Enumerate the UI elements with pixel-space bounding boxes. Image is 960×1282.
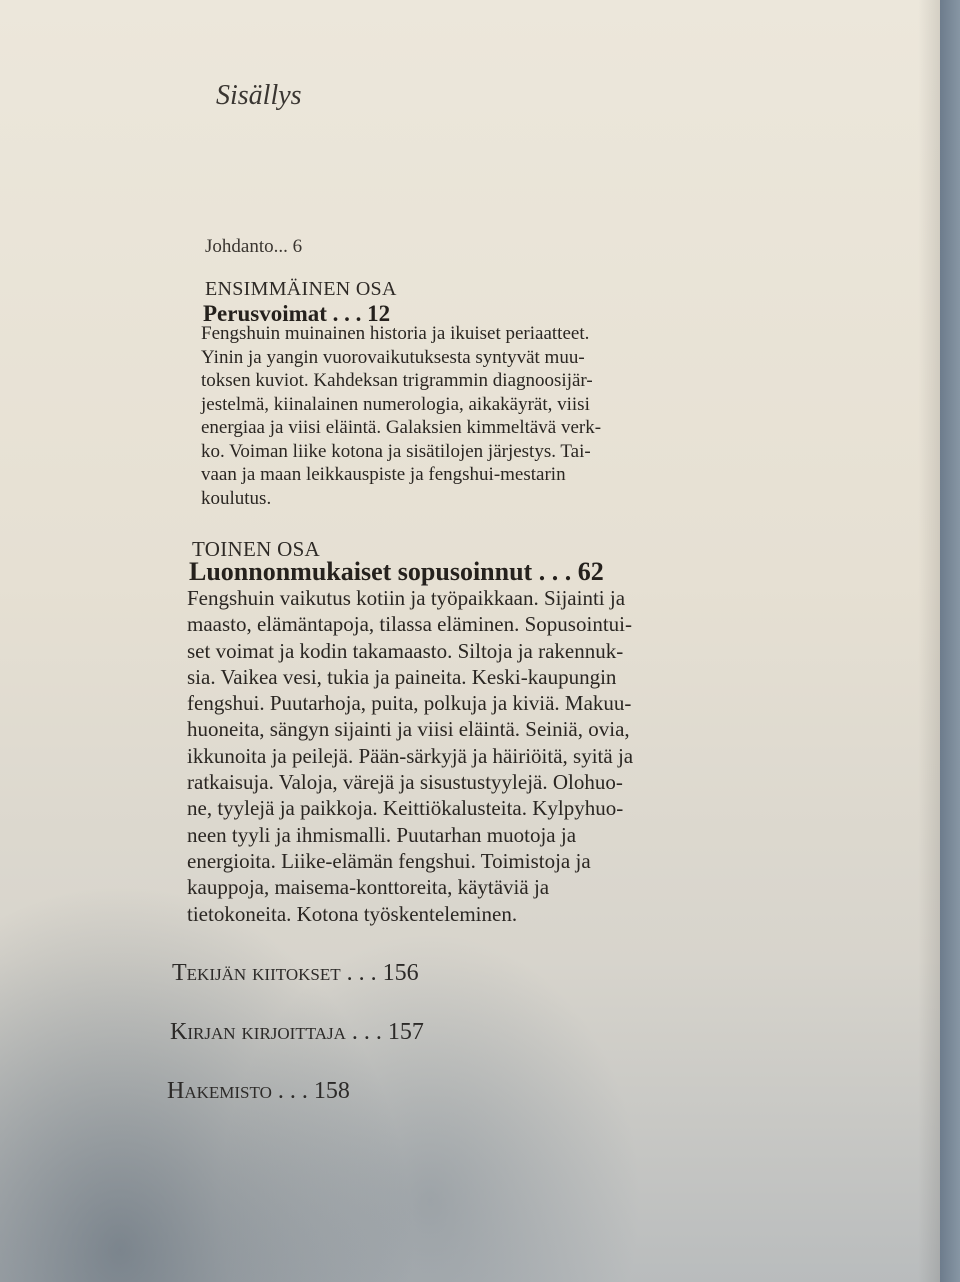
part1-description-line: toksen kuviot. Kahdeksan trigrammin diagnoosijär-	[201, 370, 593, 391]
part1-description-line: energiaa ja viisi eläintä. Galaksien kimmeltävä verk-	[201, 417, 602, 438]
part1-description-line: ko. Voiman liike kotona ja sisätilojen järjestys. Tai-	[201, 440, 591, 462]
toc-heading: Sisällys	[216, 80, 302, 111]
part2-description-line: set voimat ja kodin takamaasto. Siltoja ja rakennuk-	[187, 638, 624, 663]
part2-description-line: kauppoja, maisema-konttoreita, käytäviä ja	[187, 875, 550, 900]
part1-description-line: Fengshuin muinainen historia ja ikuiset periaatteet.	[201, 323, 590, 344]
part2-description-line: huoneita, sängyn sijainti ja viisi eläintä. Seiniä, ovia,	[187, 717, 630, 742]
part2-description-line: maasto, elämäntapoja, tilassa eläminen. Sopusointui-	[187, 612, 632, 637]
part2-title: Luonnonmukaiset sopusoinnut . . . 62	[189, 557, 604, 586]
part1-title: Perusvoimat . . . 12	[203, 301, 391, 326]
part2-description-line: tietokoneita. Kotona työskenteleminen.	[187, 901, 518, 926]
part2-description-line: ratkaisuja. Valoja, värejä ja sisustustyylejä. Olohuo-	[187, 770, 623, 795]
back-matter-acknowledgements: Tekijän kiitokset . . . 156	[172, 960, 419, 986]
back-matter-index: Hakemisto . . . 158	[167, 1078, 350, 1104]
part1-description-line: jestelmä, kiinalainen numerologia, aikakäyrät, viisi	[201, 393, 590, 415]
part2-description-line: ne, tyylejä ja paikkoja. Keittiökalusteita. Kylpyhuo-	[187, 796, 624, 821]
part2-description-line: Fengshuin vaikutus kotiin ja työpaikkaan. Sijainti ja	[187, 586, 626, 610]
part1-label: ENSIMMÄINEN OSA	[205, 278, 397, 300]
part2-description-line: energioita. Liike-elämän fengshui. Toimistoja ja	[187, 848, 591, 873]
toc-intro-entry: Johdanto... 6	[205, 236, 303, 257]
part2-description-line: sia. Vaikea vesi, tukia ja paineita. Keski-kaupungin	[187, 664, 617, 689]
part2-description-line: fengshui. Puutarhoja, puita, polkuja ja kiviä. Makuu-	[187, 691, 632, 716]
part1-description-line: koulutus.	[201, 487, 272, 509]
background-surface	[940, 0, 960, 1282]
part2-description-line: neen tyyli ja ihmismalli. Puutarhan muotoja ja	[187, 822, 577, 847]
part2-label: TOINEN OSA	[192, 537, 321, 561]
back-matter-author: Kirjan kirjoittaja . . . 157	[170, 1019, 424, 1045]
part1-description-line: Yinin ja yangin vuorovaikutuksesta syntyvät muu-	[201, 346, 585, 368]
part2-description-line: ikkunoita ja peilejä. Pään-särkyjä ja häiriöitä, syitä ja	[187, 743, 634, 768]
part2-description	[187, 585, 633, 927]
part1-description	[201, 322, 601, 510]
part1-description-line: vaan ja maan leikkauspiste ja fengshui-mestarin	[201, 464, 566, 485]
